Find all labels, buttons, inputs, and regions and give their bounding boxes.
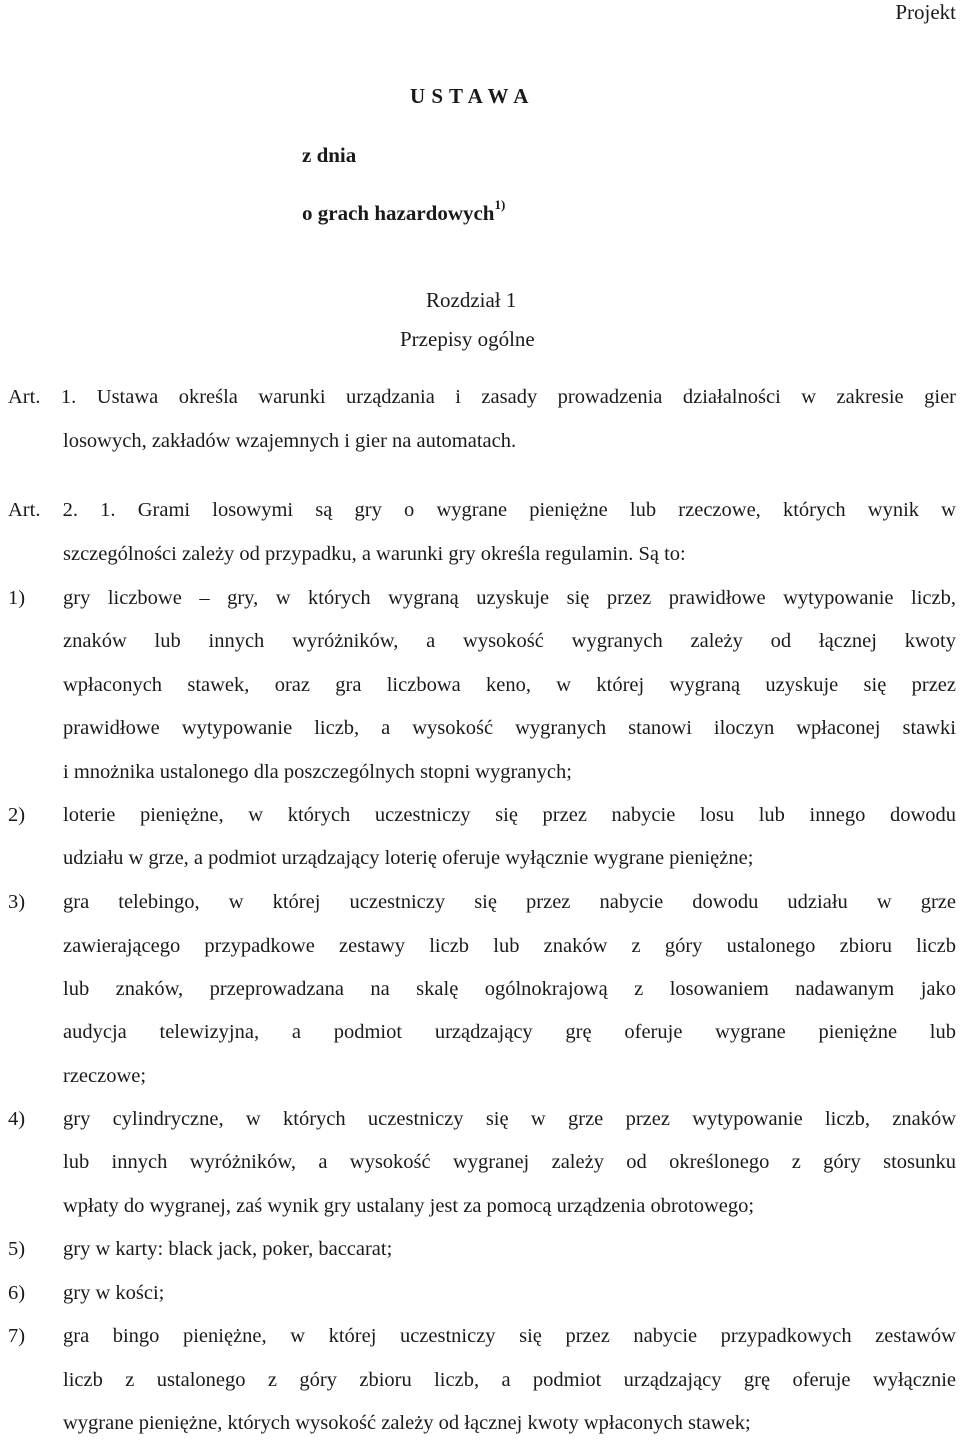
list-item-line: prawidłowe wytypowanie liczb, a wysokość wygranych stanowi iloczyn wpłaconej stawki [63, 717, 956, 739]
list-item-line: gra telebingo, w której uczestniczy się przez nabycie dowodu udziału w grze [63, 891, 956, 913]
document-status-label: Projekt [895, 0, 956, 24]
list-item-marker: 6) [8, 1282, 26, 1304]
list-item-line: i mnożnika ustalonego dla poszczególnych stopni wygranych; [63, 761, 572, 783]
chapter-title: Przepisy ogólne [400, 327, 535, 351]
chapter-number: Rozdział 1 [426, 288, 517, 312]
document-date: z dnia [302, 143, 357, 167]
list-item-marker: 7) [8, 1325, 26, 1347]
list-item-line: rzeczowe; [63, 1065, 147, 1087]
list-item-line: gry liczbowe – gry, w których wygraną uzyskuje się przez prawidłowe wytypowanie liczb, [63, 587, 956, 609]
list-item-line: gry w kości; [63, 1282, 165, 1304]
art1-line-2: losowych, zakładów wzajemnych i gier na automatach. [63, 430, 517, 452]
list-item-marker: 1) [8, 587, 26, 609]
list-item-line: liczb z ustalonego z góry zbioru liczb, a podmiot urządzający grę oferuje wyłącznie [63, 1369, 956, 1391]
list-item-marker: 3) [8, 891, 26, 913]
list-item-line: lub znaków, przeprowadzana na skalę ogólnokrajową z losowaniem nadawanym jako [63, 978, 956, 1000]
list-item-line: lub innych wyróżników, a wysokość wygranej zależy od określonego z góry stosunku [63, 1151, 956, 1173]
art2-line-2: szczególności zależy od przypadku, a warunki gry określa regulamin. Są to: [63, 543, 686, 565]
list-item-line: audycja telewizyjna, a podmiot urządzający grę oferuje wygrane pieniężne lub [63, 1021, 956, 1043]
list-item-line: wpłaconych stawek, oraz gra liczbowa keno, w której wygraną uzyskuje się przez [63, 674, 956, 696]
list-item-line: gra bingo pieniężne, w której uczestniczy się przez nabycie przypadkowych zestawów [63, 1325, 956, 1347]
list-item-line: znaków lub innych wyróżników, a wysokość wygranych zależy od łącznej kwoty [63, 630, 956, 652]
list-item-line: gry cylindryczne, w których uczestniczy się w grze przez wytypowanie liczb, znaków [63, 1108, 956, 1130]
document-title: U S T A W A [410, 84, 529, 108]
list-item-line: gry w karty: black jack, poker, baccarat; [63, 1238, 393, 1260]
list-item-line: zawierającego przypadkowe zestawy liczb lub znaków z góry ustalonego zbioru liczb [63, 935, 956, 957]
list-item-marker: 5) [8, 1238, 26, 1260]
list-item-marker: 2) [8, 804, 26, 826]
list-item-line: wygrane pieniężne, których wysokość zależy od łącznej kwoty wpłaconych stawek; [63, 1412, 751, 1434]
list-item-marker: 4) [8, 1108, 26, 1130]
list-item-line: udziału w grze, a podmiot urządzający loterię oferuje wyłącznie wygrane pieniężne; [63, 847, 754, 869]
list-item-line: wpłaty do wygranej, zaś wynik gry ustalany jest za pomocą urządzenia obrotowego; [63, 1195, 755, 1217]
footnote-marker: 1) [494, 197, 506, 212]
art2-line-1: Art. 2. 1. Grami losowymi są gry o wygrane pieniężne lub rzeczowe, których wynik w [8, 499, 956, 521]
list-item-line: loterie pieniężne, w których uczestniczy się przez nabycie losu lub innego dowodu [63, 804, 956, 826]
document-subject [302, 197, 506, 226]
art1-line-1: Art. 1. Ustawa określa warunki urządzania i zasady prowadzenia działalności w zakresie gier [8, 386, 956, 408]
subject-text: o grach hazardowych [302, 201, 495, 225]
